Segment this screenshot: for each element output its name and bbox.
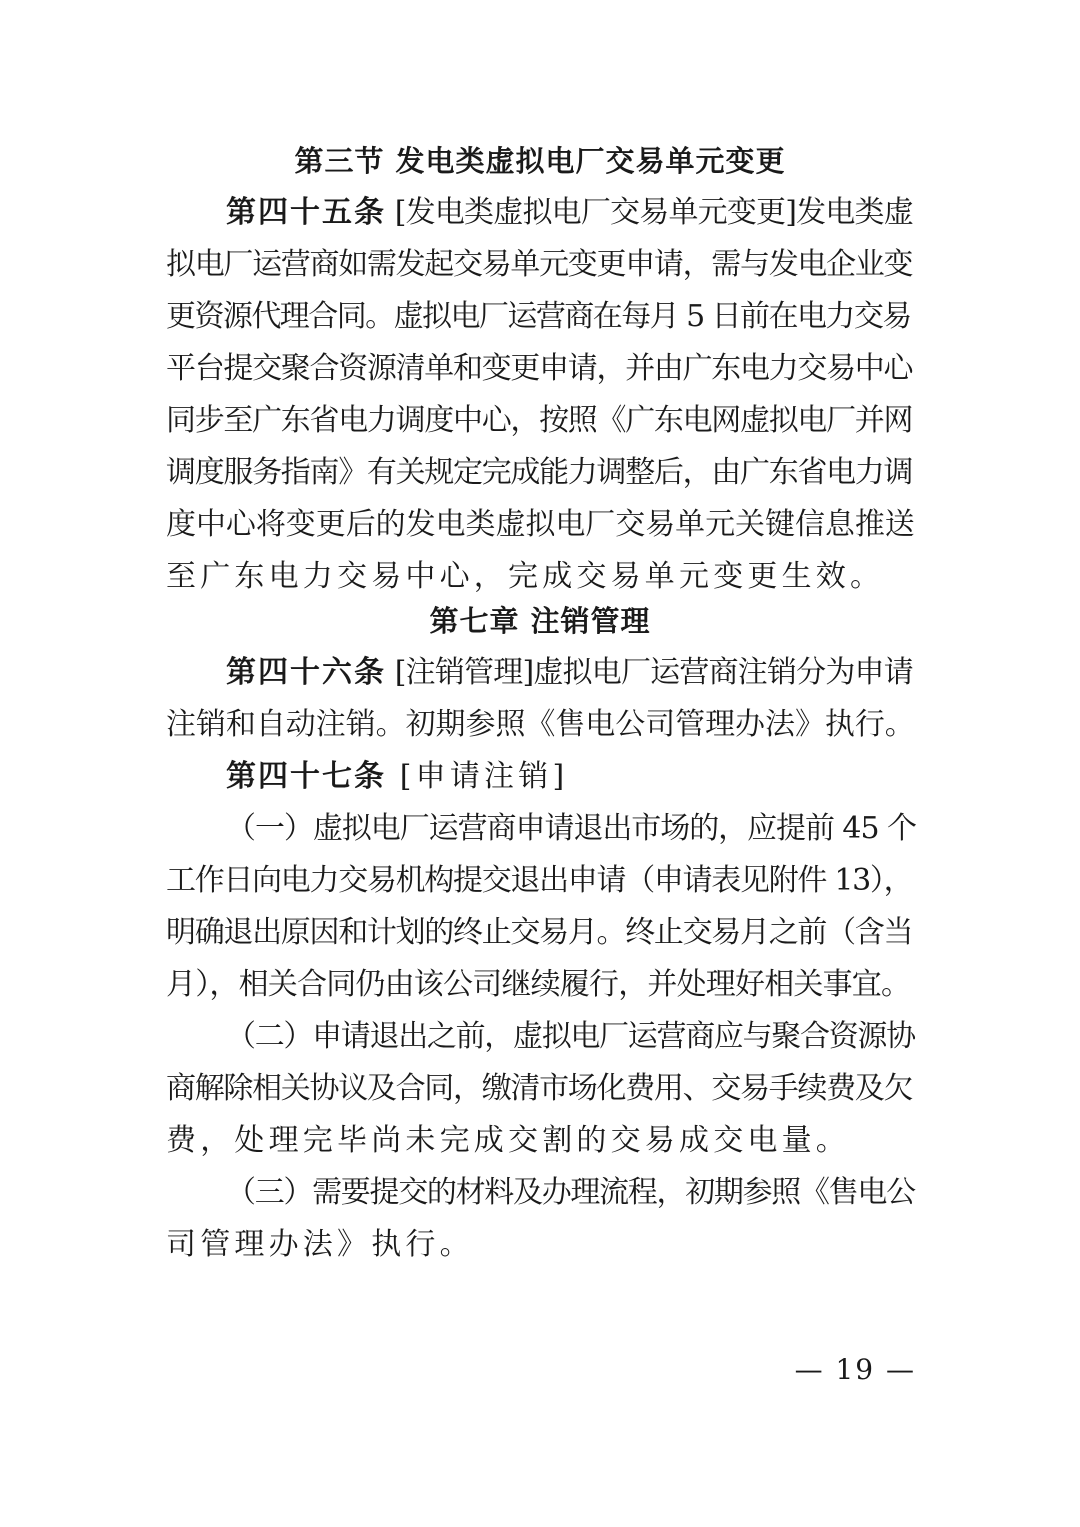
article-45-line: 度中心将变更后的发电类虚拟电厂交易单元关键信息推送 — [166, 507, 915, 542]
page-number: — 19 — — [794, 1353, 916, 1386]
article-45-line: 拟电厂运营商如需发起交易单元变更申请，需与发电企业变 — [166, 247, 913, 282]
item-2-line: 费，处理完毕尚未完成交割的交易成交电量。 — [166, 1123, 850, 1158]
article-46-label: 第四十六条 — [226, 655, 386, 690]
article-45-line: 平台提交聚合资源清单和变更申请，并由广东电力交易中心 — [166, 351, 913, 386]
article-45-line: 调度服务指南》有关规定完成能力调整后，由广东省电力调 — [166, 455, 913, 490]
item-1-line: 明确退出原因和计划的终止交易月。终止交易月之前（含当 — [166, 915, 913, 950]
section-heading: 第三节 发电类虚拟电厂交易单元变更 — [294, 144, 786, 178]
item-3-line: 司管理办法》执行。 — [166, 1227, 474, 1262]
article-45-first-line — [226, 193, 916, 233]
article-47-first-text: [申请注销] — [386, 759, 569, 794]
article-45-label: 第四十五条 — [226, 195, 386, 230]
article-47-label: 第四十七条 — [226, 759, 386, 794]
article-46-line: 注销和自动注销。初期参照《售电公司管理办法》执行。 — [166, 707, 915, 742]
item-1-line: 工作日向电力交易机构提交退出申请（申请表见附件 13）， — [166, 863, 913, 898]
article-45-line: 更资源代理合同。虚拟电厂运营商在每月 5 日前在电力交易 — [166, 299, 911, 334]
chapter-heading: 第七章 注销管理 — [429, 604, 651, 638]
article-45-line: 至广东电力交易中心，完成交易单元变更生效。 — [166, 559, 885, 594]
article-46-first-line — [226, 653, 916, 693]
item-1-first-line: （一）虚拟电厂运营商申请退出市场的，应提前 45 个 — [226, 811, 916, 846]
item-2-first-line: （二）申请退出之前，虚拟电厂运营商应与聚合资源协 — [226, 1019, 915, 1054]
article-46-first-text: [注销管理]虚拟电厂运营商注销分为申请 — [386, 655, 913, 690]
article-47-first-line — [226, 757, 916, 797]
article-45-first-text: [发电类虚拟电厂交易单元变更]发电类虚 — [386, 195, 913, 230]
item-2-line: 商解除相关协议及合同，缴清市场化费用、交易手续费及欠 — [166, 1071, 913, 1106]
item-1-line: 月），相关合同仍由该公司继续履行，并处理好相关事宜。 — [166, 967, 911, 1002]
article-45-line: 同步至广东省电力调度中心，按照《广东电网虚拟电厂并网 — [166, 403, 913, 438]
item-3-first-line: （三）需要提交的材料及办理流程，初期参照《售电公 — [226, 1175, 915, 1210]
